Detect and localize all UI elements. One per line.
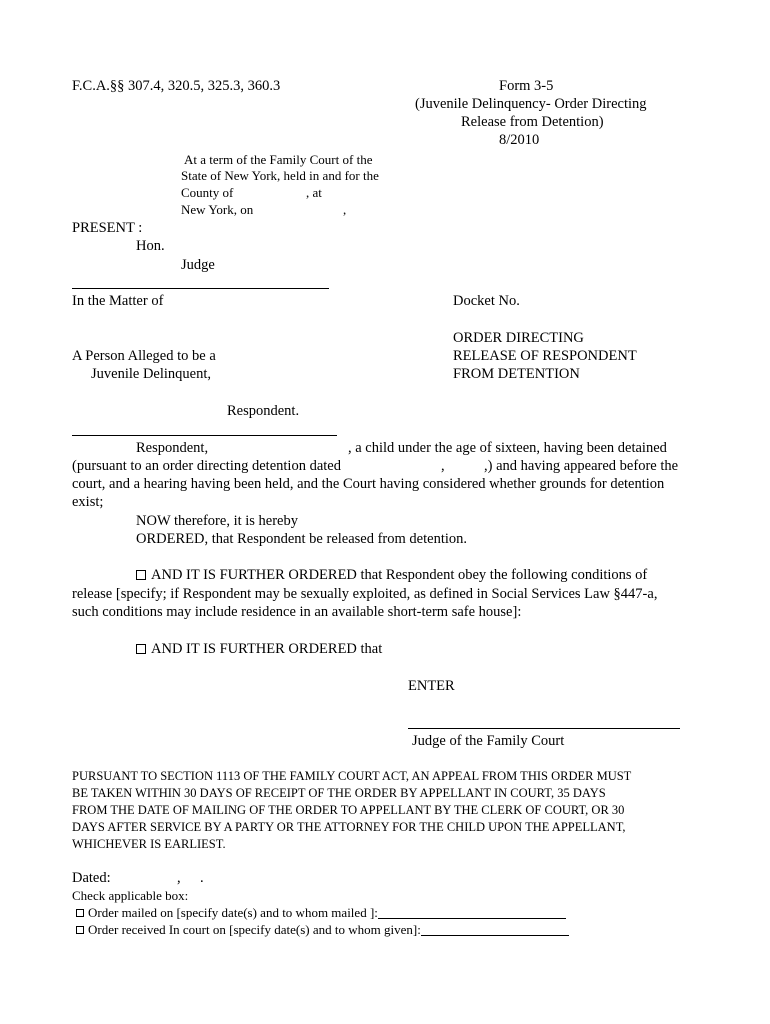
appeal-notice-line3: FROM THE DATE OF MAILING OF THE ORDER TO APPELLANT BY THE CLERK OF COURT, OR 30 [72,803,625,817]
court-term-comma: , [343,202,347,217]
body-date-comma: , [441,458,445,474]
court-term-line1: At a term of the Family Court of the [184,152,373,167]
appeal-notice-line4: DAYS AFTER SERVICE BY A PARTY OR THE ATTORNEY FOR THE CHILD UPON THE APPELLANT, [72,820,626,834]
conditions-checkbox[interactable] [136,570,146,580]
body-now-therefore: NOW therefore, it is hereby [136,513,298,529]
statute-citation: F.C.A.§§ 307.4, 320.5, 325.3, 360.3 [72,78,281,94]
order-title-line2: RELEASE OF RESPONDENT [453,348,637,364]
caption-top-rule [72,288,329,289]
form-title-line2: Release from Detention) [461,114,604,130]
mailed-checkbox[interactable] [76,909,84,917]
present-label: PRESENT : [72,220,143,236]
form-date: 8/2010 [499,132,540,148]
received-blank[interactable] [421,923,569,936]
appeal-notice-line5: WHICHEVER IS EARLIEST. [72,837,226,851]
court-term-at: , at [306,185,322,200]
judge-label: Judge [181,257,215,273]
form-number: Form 3-5 [499,78,554,94]
mailed-option-text: Order mailed on [specify date(s) and to whom mailed ]: [88,905,378,920]
hon-label: Hon. [136,238,165,254]
docket-label: Docket No. [453,293,520,309]
appeal-notice-line1: PURSUANT TO SECTION 1113 OF THE FAMILY COURT ACT, AN APPEAL FROM THIS ORDER MUST [72,769,632,783]
received-checkbox[interactable] [76,926,84,934]
appeal-notice-line2: BE TAKEN WITHIN 30 DAYS OF RECEIPT OF THE ORDER BY APPELLANT IN COURT, 35 DAYS [72,786,606,800]
further-ordered-line3: such conditions may include residence in an available short-term safe house]: [72,604,522,620]
other-order-checkbox[interactable] [136,644,146,654]
court-term-county-label: County of [181,185,234,200]
dated-period: . [200,870,204,886]
person-line2: Juvenile Delinquent, [91,366,212,382]
further-ordered-conditions [136,566,647,584]
court-term-line2: State of New York, held in and for the [181,168,379,183]
received-option-text: Order received In court on [specify date(s) and to whom given]: [88,922,421,937]
order-title-line1: ORDER DIRECTING [453,330,584,346]
matter-label: In the Matter of [72,293,164,309]
mailed-blank[interactable] [378,906,566,919]
body-ordered-release: ORDERED, that Respondent be released from detention. [136,531,468,547]
body-exist: exist; [72,494,104,510]
further-ordered-other-text: AND IT IS FURTHER ORDERED that [151,641,383,657]
enter-label: ENTER [408,678,455,694]
mailed-option [76,904,566,921]
body-detention-dated: (pursuant to an order directing detention dated [72,458,341,474]
dated-label: Dated: [72,870,111,886]
dated-comma: , [177,870,181,886]
further-ordered-conditions-text: AND IT IS FURTHER ORDERED that Respondent obey the following conditions of [151,567,648,583]
received-option [76,921,569,938]
judge-signature-line [408,728,680,729]
further-ordered-line2: release [specify; if Respondent may be sexually exploited, as defined in Social Services Law §447-a, [72,586,658,602]
caption-bottom-rule [72,435,337,436]
form-title-line1: (Juvenile Delinquency- Order Directing [415,96,647,112]
respondent-label: Respondent. [227,403,300,419]
body-child-text: , a child under the age of sixteen, having been detained [348,440,667,456]
check-applicable-label: Check applicable box: [72,888,189,903]
person-line1: A Person Alleged to be a [72,348,216,364]
further-ordered-other [136,640,382,658]
order-title-line3: FROM DETENTION [453,366,580,382]
judge-signature-label: Judge of the Family Court [412,733,565,749]
body-appeared: ,) and having appeared before the [484,458,679,474]
body-respondent: Respondent, [136,440,209,456]
body-hearing: court, and a hearing having been held, and the Court having considered whether grounds for detention [72,476,665,492]
court-term-date-label: New York, on [181,202,254,217]
